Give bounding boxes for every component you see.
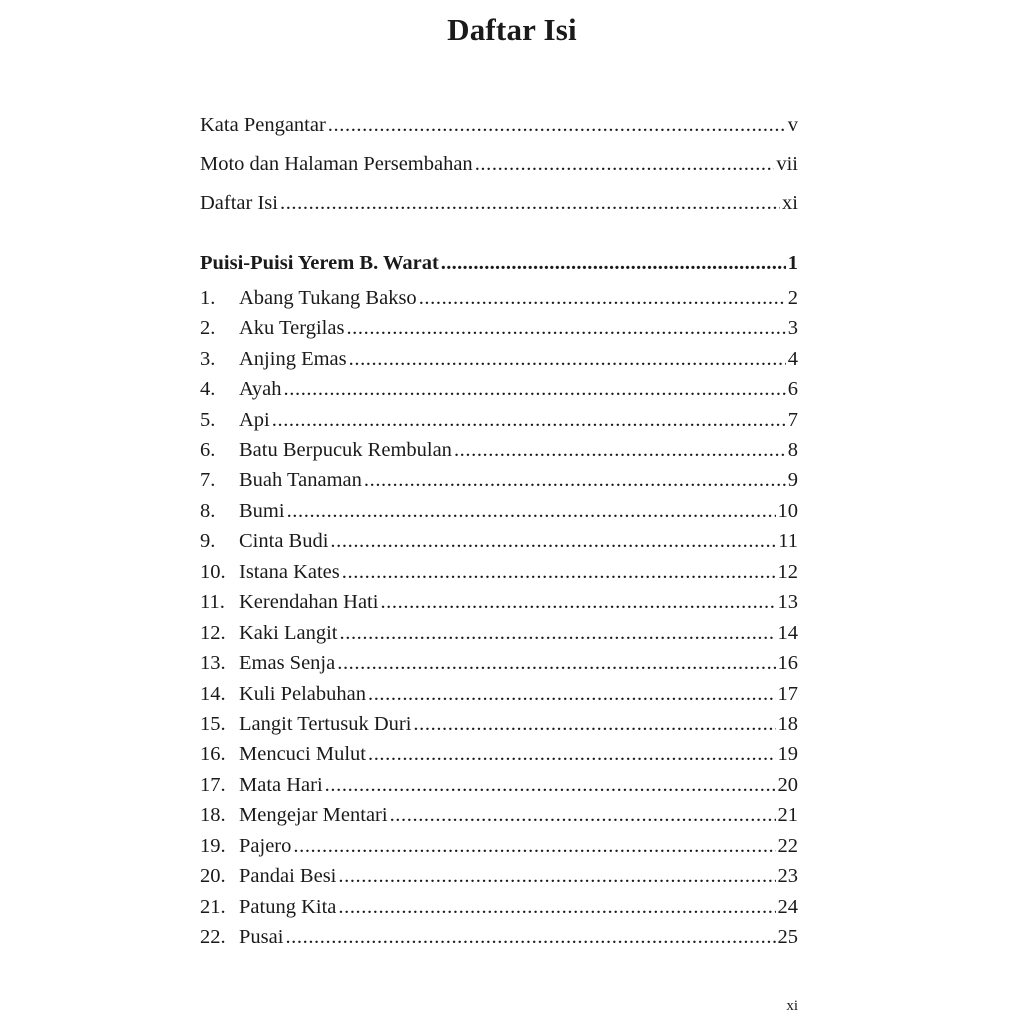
toc-entry-number: 13. — [200, 652, 226, 674]
dot-leader — [338, 894, 775, 920]
toc-entry[interactable] — [200, 559, 798, 585]
toc-entry-page: 4 — [787, 348, 798, 370]
dot-leader — [330, 528, 776, 554]
dot-leader — [293, 833, 775, 859]
toc-entry-daftar-isi[interactable] — [200, 190, 798, 216]
dot-leader — [285, 924, 775, 950]
toc-entry-number: 21. — [200, 896, 226, 918]
toc-entry-moto[interactable] — [200, 151, 798, 177]
dot-leader — [419, 285, 786, 311]
toc-entry[interactable] — [200, 467, 798, 493]
dot-leader — [280, 190, 780, 216]
toc-entry-page: 21 — [777, 804, 798, 826]
toc-entry-page: v — [787, 114, 798, 136]
toc-entry-number: 19. — [200, 835, 226, 857]
dot-leader — [475, 151, 775, 177]
toc-entry[interactable] — [200, 894, 798, 920]
toc-entry-page: 9 — [787, 469, 798, 491]
toc-entry-page: vii — [776, 153, 798, 175]
toc-entry-number: 12. — [200, 622, 226, 644]
toc-entry-page: 24 — [777, 896, 798, 918]
toc-entry[interactable] — [200, 833, 798, 859]
toc-entry-label: Mata Hari — [239, 774, 323, 796]
toc-entry-label: Patung Kita — [239, 896, 337, 918]
toc-entry-label: Cinta Budi — [239, 530, 329, 552]
toc-entry-page: 17 — [777, 683, 798, 705]
toc-entry-label: Pusai — [239, 926, 284, 948]
toc-entry-number: 6. — [200, 439, 216, 461]
toc-entry[interactable] — [200, 924, 798, 950]
dot-leader — [441, 250, 786, 276]
toc-entry-label: Buah Tanaman — [239, 469, 362, 491]
toc-entry-label: Batu Berpucuk Rembulan — [239, 439, 452, 461]
dot-leader — [328, 112, 786, 138]
toc-entry-label: Api — [239, 409, 270, 431]
toc-entry[interactable] — [200, 285, 798, 311]
page-number: xi — [786, 998, 798, 1014]
toc-section-page: 1 — [787, 252, 798, 274]
toc-entry-label: Daftar Isi — [200, 192, 278, 214]
toc-entry-page: xi — [782, 192, 798, 214]
toc-entry-page: 20 — [777, 774, 798, 796]
dot-leader — [346, 315, 785, 341]
toc-entry[interactable] — [200, 802, 798, 828]
toc-entry[interactable] — [200, 407, 798, 433]
toc-entry-page: 18 — [777, 713, 798, 735]
toc-entry-label: Aku Tergilas — [239, 317, 345, 339]
toc-entry-page: 8 — [787, 439, 798, 461]
toc-entry-label: Mengejar Mentari — [239, 804, 388, 826]
toc-entry-label: Istana Kates — [239, 561, 340, 583]
toc-entry[interactable] — [200, 650, 798, 676]
toc-entry[interactable] — [200, 863, 798, 889]
toc-entry[interactable] — [200, 711, 798, 737]
toc-entry-number: 2. — [200, 317, 216, 339]
toc-entry-page: 19 — [777, 743, 798, 765]
toc-entry-number: 5. — [200, 409, 216, 431]
dot-leader — [368, 741, 776, 767]
toc-entry-page: 7 — [787, 409, 798, 431]
dot-leader — [368, 681, 776, 707]
toc-entry-number: 18. — [200, 804, 226, 826]
dot-leader — [325, 772, 776, 798]
toc-entry-kata-pengantar[interactable] — [200, 112, 798, 138]
toc-entry[interactable] — [200, 437, 798, 463]
toc-section-label: Puisi-Puisi Yerem B. Warat — [200, 252, 439, 274]
toc-entry[interactable] — [200, 315, 798, 341]
dot-leader — [272, 407, 786, 433]
toc-entry-label: Moto dan Halaman Persembahan — [200, 153, 473, 175]
toc-entry-label: Anjing Emas — [239, 348, 347, 370]
dot-leader — [349, 346, 786, 372]
toc-entry[interactable] — [200, 741, 798, 767]
toc-entry-number: 15. — [200, 713, 226, 735]
dot-leader — [284, 376, 786, 402]
toc-entry-number: 22. — [200, 926, 226, 948]
toc-entry-number: 11. — [200, 591, 225, 613]
toc-entry[interactable] — [200, 681, 798, 707]
toc-entry-label: Ayah — [239, 378, 282, 400]
toc-entry-number: 20. — [200, 865, 226, 887]
dot-leader — [342, 559, 776, 585]
toc-entry-label: Pandai Besi — [239, 865, 337, 887]
toc-entry-number: 17. — [200, 774, 226, 796]
toc-entry-label: Kaki Langit — [239, 622, 338, 644]
toc-entry-number: 10. — [200, 561, 226, 583]
toc-entry[interactable] — [200, 498, 798, 524]
toc-entry-number: 16. — [200, 743, 226, 765]
toc-entry[interactable] — [200, 528, 798, 554]
toc-entry-page: 2 — [787, 287, 798, 309]
toc-entry-page: 22 — [777, 835, 798, 857]
toc-entry-page: 12 — [777, 561, 798, 583]
toc-entry-page: 23 — [777, 865, 798, 887]
toc-entry-number: 9. — [200, 530, 216, 552]
toc-entry-number: 14. — [200, 683, 226, 705]
toc-entry-label: Emas Senja — [239, 652, 336, 674]
dot-leader — [287, 498, 776, 524]
toc-entry-label: Mencuci Mulut — [239, 743, 366, 765]
toc-entry-number: 1. — [200, 287, 216, 309]
toc-entry-page: 14 — [777, 622, 798, 644]
toc-entry-page: 10 — [777, 500, 798, 522]
toc-entry-page: 11 — [778, 530, 798, 552]
dot-leader — [380, 589, 775, 615]
dot-leader — [413, 711, 775, 737]
toc-entry-number: 7. — [200, 469, 216, 491]
dot-leader — [338, 863, 775, 889]
toc-entry[interactable] — [200, 376, 798, 402]
dot-leader — [454, 437, 786, 463]
toc-entry-page: 3 — [787, 317, 798, 339]
toc-entry-label: Kuli Pelabuhan — [239, 683, 366, 705]
toc-entry-label: Kata Pengantar — [200, 114, 326, 136]
dot-leader — [340, 620, 776, 646]
dot-leader — [364, 467, 786, 493]
page-title: Daftar Isi — [447, 12, 577, 47]
dot-leader — [390, 802, 776, 828]
dot-leader — [337, 650, 775, 676]
toc-entry-label: Bumi — [239, 500, 285, 522]
toc-entry-label: Langit Tertusuk Duri — [239, 713, 412, 735]
toc-entry-page: 25 — [777, 926, 798, 948]
toc-entry-label: Kerendahan Hati — [239, 591, 379, 613]
toc-entry-label: Abang Tukang Bakso — [239, 287, 417, 309]
toc-entry[interactable] — [200, 772, 798, 798]
toc-entry-number: 8. — [200, 500, 216, 522]
toc-entry-label: Pajero — [239, 835, 292, 857]
toc-entry-page: 13 — [777, 591, 798, 613]
toc-entry[interactable] — [200, 346, 798, 372]
toc-entry[interactable] — [200, 589, 798, 615]
toc-section-heading[interactable] — [200, 250, 798, 276]
toc-entry-page: 16 — [777, 652, 798, 674]
toc-entry-number: 4. — [200, 378, 216, 400]
toc-entry-page: 6 — [787, 378, 798, 400]
toc-entry-number: 3. — [200, 348, 216, 370]
toc-entry[interactable] — [200, 620, 798, 646]
